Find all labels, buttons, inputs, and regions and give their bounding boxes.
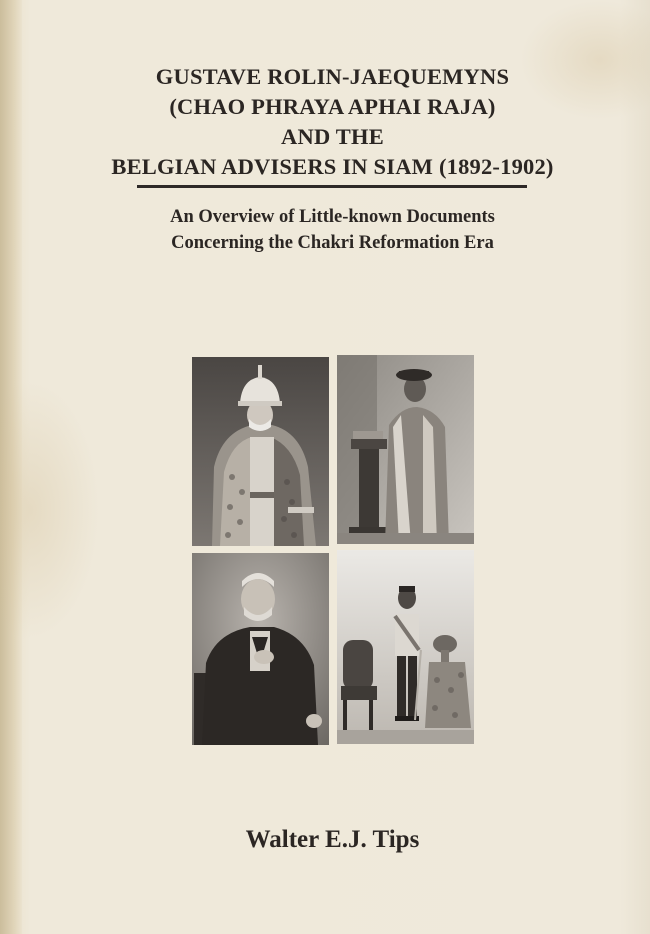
author-name: Walter E.J. Tips (245, 826, 420, 853)
portrait-helmet-uniform (192, 357, 329, 546)
subtitle-line-2: Concerning the Chakri Reformation Era (171, 233, 494, 253)
subtitle-line-1: An Overview of Little-known Documents (170, 207, 495, 227)
portrait-academic-gown (337, 355, 474, 544)
paper-stain (0, 380, 100, 640)
portrait-king-uniform (337, 550, 474, 744)
book-title (60, 62, 605, 182)
portrait-seated-gentleman (192, 553, 329, 745)
title-line-3: AND THE (281, 124, 384, 149)
title-divider (137, 185, 527, 188)
book-subtitle (60, 204, 605, 256)
title-line-1: GUSTAVE ROLIN-JAEQUEMYNS (155, 64, 510, 89)
title-line-4: BELGIAN ADVISERS IN SIAM (1892-1902) (111, 154, 554, 179)
title-line-2: (CHAO PHRAYA APHAI RAJA) (169, 94, 496, 119)
